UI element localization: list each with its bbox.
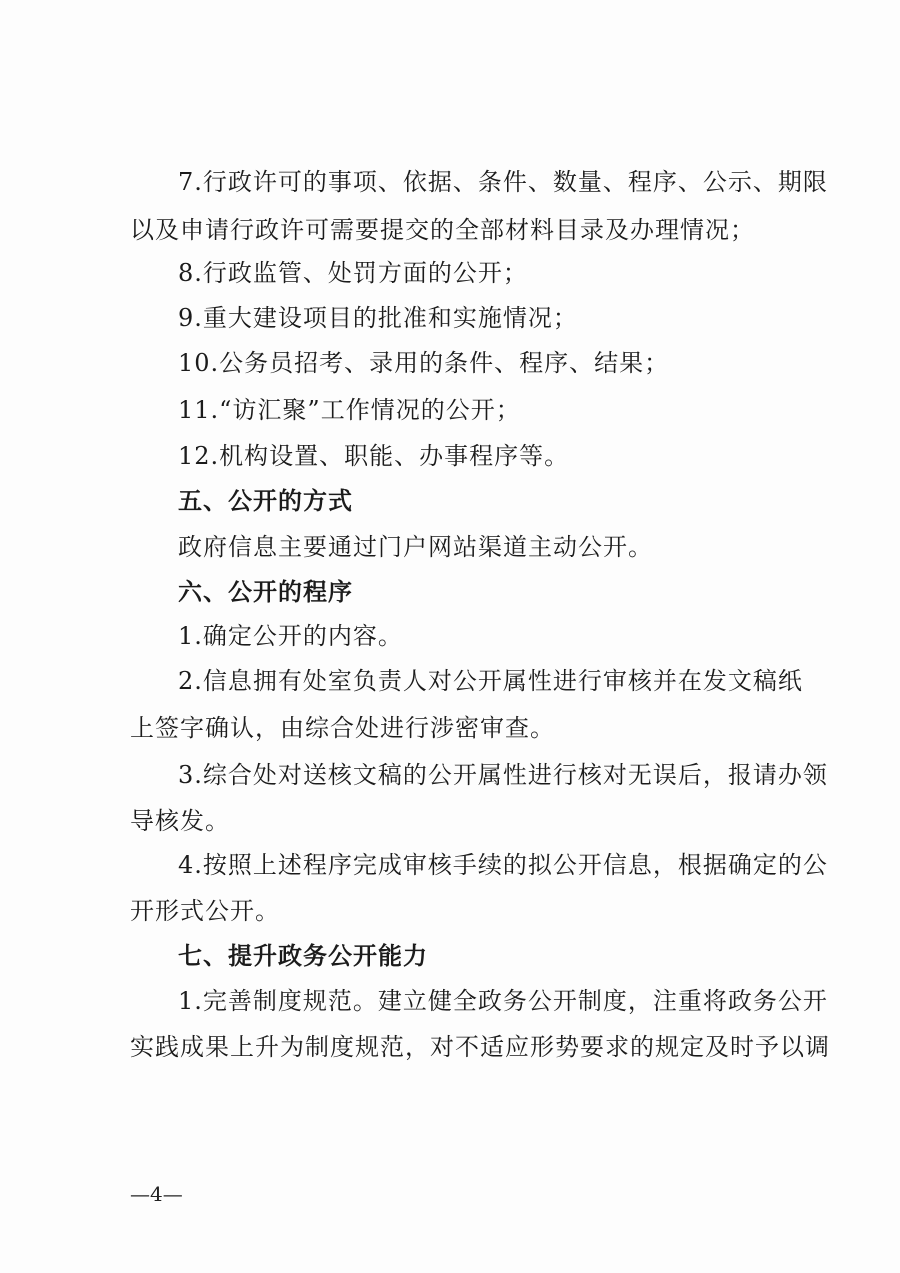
paragraph-line: 上签字确认，由综合处进行涉密审查。 <box>130 714 555 742</box>
paragraph-line: 10.公务员招考、录用的条件、程序、结果； <box>178 349 670 377</box>
paragraph-line: 4.按照上述程序完成审核手续的拟公开信息，根据确定的公 <box>178 851 828 879</box>
paragraph-line: 1.确定公开的内容。 <box>178 622 403 650</box>
section-heading: 五、公开的方式 <box>178 487 353 515</box>
paragraph-line: 3.综合处对送核文稿的公开属性进行核对无误后，报请办领 <box>178 761 828 789</box>
page-number: —4— <box>130 1182 183 1206</box>
paragraph-line: 政府信息主要通过门户网站渠道主动公开。 <box>178 533 653 561</box>
paragraph-line: 导核发。 <box>130 807 230 835</box>
paragraph-line: 1.完善制度规范。建立健全政务公开制度，注重将政务公开 <box>178 987 828 1015</box>
section-heading: 七、提升政务公开能力 <box>178 942 428 970</box>
section-heading: 六、公开的程序 <box>178 578 353 606</box>
paragraph-line: 11.“访汇聚”工作情况的公开； <box>178 396 521 424</box>
paragraph-line: 2.信息拥有处室负责人对公开属性进行审核并在发文稿纸 <box>178 667 803 695</box>
paragraph-line: 以及申请行政许可需要提交的全部材料目录及办理情况； <box>130 216 755 244</box>
paragraph-line: 9.重大建设项目的批准和实施情况； <box>178 304 578 332</box>
paragraph-line: 8.行政监管、处罚方面的公开； <box>178 259 528 287</box>
paragraph-line: 实践成果上升为制度规范，对不适应形势要求的规定及时予以调 <box>130 1033 830 1061</box>
paragraph-line: 12.机构设置、职能、办事程序等。 <box>178 442 570 470</box>
paragraph-line: 7.行政许可的事项、依据、条件、数量、程序、公示、期限 <box>178 168 828 196</box>
paragraph-line: 开形式公开。 <box>130 897 280 925</box>
